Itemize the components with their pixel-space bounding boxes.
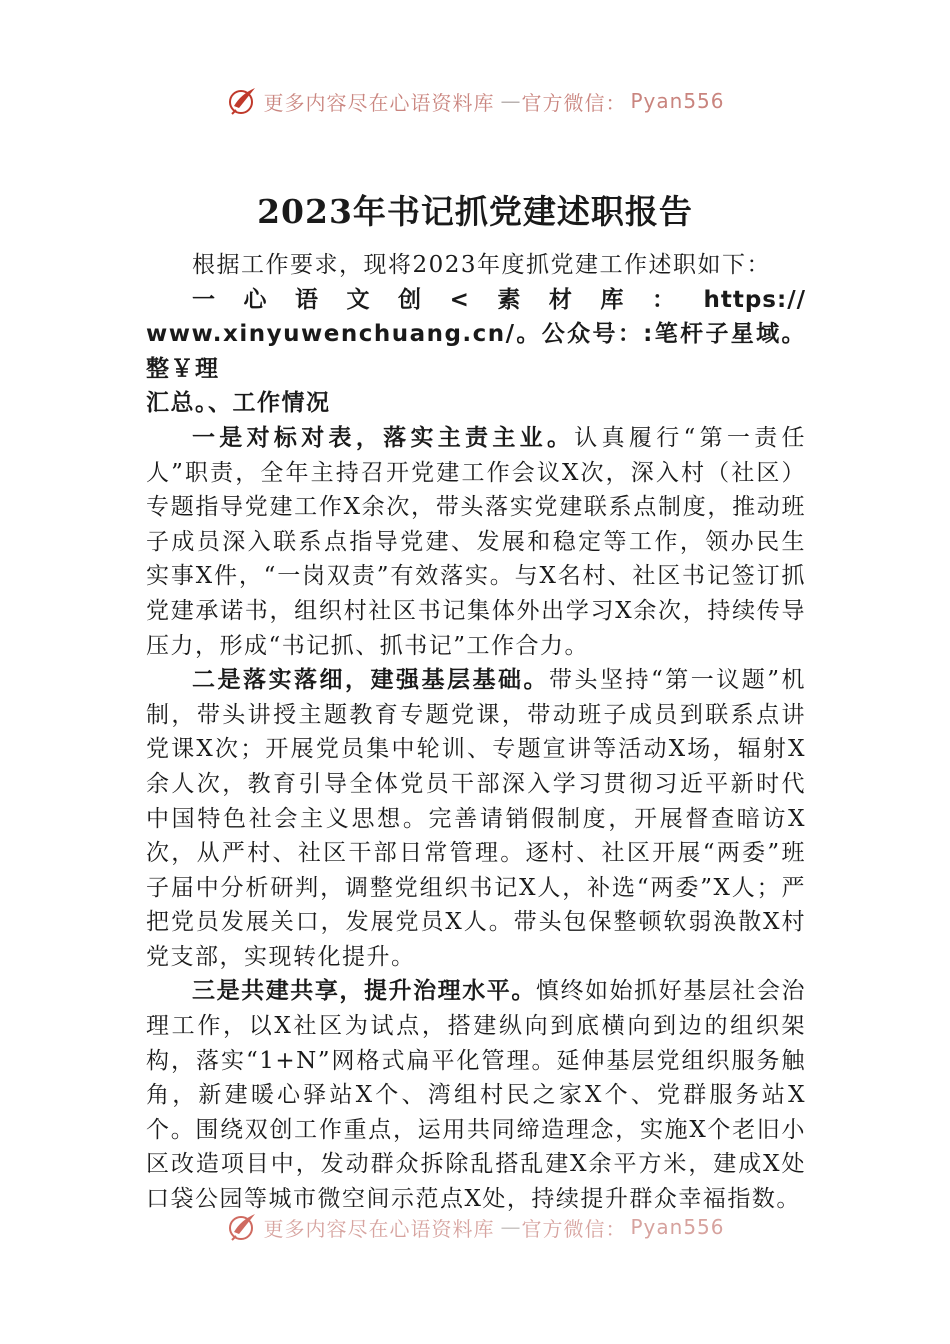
footer-watermark: [0, 1210, 950, 1244]
section-heading: 一是对标对表，落实主责主业。: [192, 423, 575, 451]
ad-line-1: 一心语文创<素材库：https://: [192, 286, 806, 313]
watermark-separator: —: [500, 89, 522, 113]
quill-seal-icon: [225, 84, 259, 118]
section-paragraph: [146, 974, 806, 1216]
intro-paragraph: 根据工作要求，现将2023年度抓党建工作述职如下：: [192, 252, 772, 278]
section-paragraph: [146, 421, 806, 663]
watermark-wechat-id: Pyan556: [630, 1215, 725, 1239]
document-body: [146, 248, 806, 1217]
watermark-separator: —: [500, 1215, 522, 1239]
section-heading: 三是共建共享，提升治理水平。: [192, 977, 536, 1005]
section-body: 慎终如始抓好基层社会治理工作，以X社区为试点，搭建纵向到底横向到边的组织架构，落实“1+N”网格式扁平化管理。延伸基层党组织服务触角，新建暖心驿站X个、湾组村民之家X个、党群服务站X个。围绕双创工作重点，运用共同缔造理念，实施X个老旧小区改造项目中，发动群众拆除乱搭乱建X余平方米，建成X处口袋公园等城市微空间示范点X处，持续提升群众幸福指数。: [146, 978, 806, 1213]
document-title: 2023年书记抓党建述职报告: [257, 192, 693, 231]
ad-line-2: www.xinyuwenchuang.cn/。公众号：:笔杆子星域。整￥理: [146, 321, 806, 382]
quill-seal-icon: [225, 1210, 259, 1244]
section-body: 认真履行“第一责任人”职责，全年主持召开党建工作会议X次，深入村（社区）专题指导党建工作X余次，带头落实党建联系点制度，推动班子成员深入联系点指导党建、发展和稳定等工作，领办民生实事X件，“一岗双责”有效落实。与X名村、社区书记签订抓党建承诺书，组织村社区书记集体外出学习X余次，持续传导压力，形成“书记抓、抓书记”工作合力。: [146, 424, 807, 659]
watermark-text: 更多内容尽在心语资料库: [263, 90, 495, 115]
section-paragraph: [146, 663, 806, 974]
header-watermark: [0, 84, 950, 118]
section-body: 带头坚持“第一议题”机制，带头讲授主题教育专题党课，带动班子成员到联系点讲党课X次；开展党员集中轮训、专题宣讲等活动X场，辐射X余人次，教育引导全体党员干部深入学习贯彻习近平新时代中国特色社会主义思想。完善请销假制度，开展督查暗访X次，从严村、社区干部日常管理。逐村、社区开展“两委”班子届中分析研判，调整党组织书记X人，补选“两委”X人；严把党员发展关口，发展党员X人。带头包保整顿软弱涣散X村党支部，实现转化提升。: [146, 667, 806, 970]
watermark-wechat-label: 官方微信：: [521, 1216, 627, 1241]
watermark-wechat-id: Pyan556: [630, 89, 725, 113]
watermark-wechat-label: 官方微信：: [521, 90, 627, 115]
section-heading: 二是落实落细，建强基层基础。: [192, 666, 549, 694]
watermark-text: 更多内容尽在心语资料库: [263, 1216, 495, 1241]
ad-line-3: 汇总。、工作情况: [146, 390, 331, 417]
